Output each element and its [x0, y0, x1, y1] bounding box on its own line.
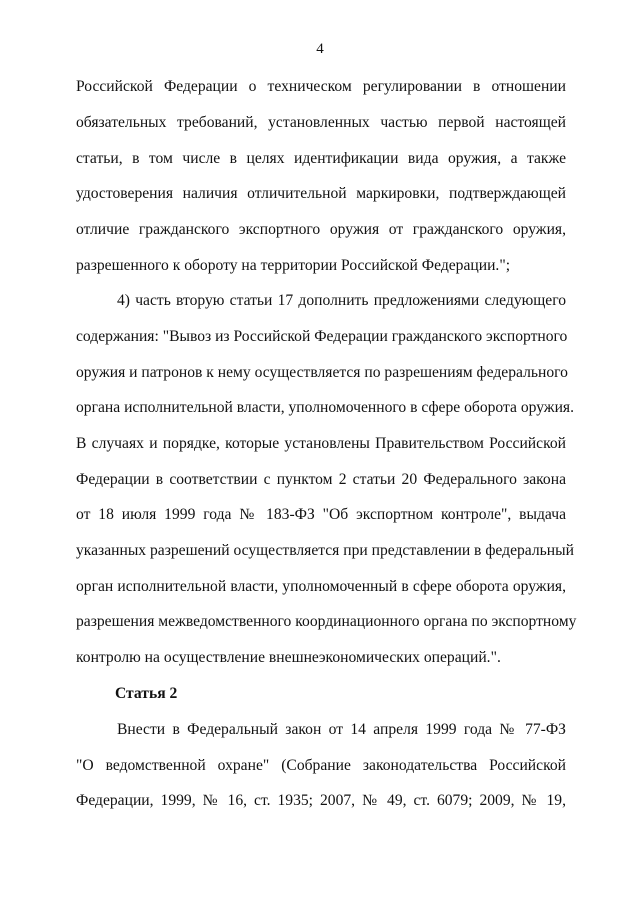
text-line: указанных разрешений осуществляется при представлении в федеральный [76, 542, 574, 559]
text-line: "О ведомственной охране" (Собрание законодательства Российской [76, 757, 566, 774]
text-line: В случаях и порядке, которые установлены Правительством Российской [76, 435, 566, 452]
text-line: оружия и патронов к нему осуществляется по разрешениям федерального [76, 364, 568, 381]
text-line: Федерации в соответствии с пунктом 2 статьи 20 Федерального закона [76, 471, 566, 488]
text-line: контролю на осуществление внешнеэкономических операций.". [76, 649, 501, 666]
text-line: от 18 июля 1999 года № 183-ФЗ "Об экспортном контроле", выдача [76, 506, 566, 523]
page-number: 4 [316, 41, 324, 57]
text-line: разрешения межведомственного координационного органа по экспортному [76, 613, 577, 630]
text-line: статьи, в том числе в целях идентификации вида оружия, а также [76, 150, 566, 167]
text-line: обязательных требований, установленных частью первой настоящей [76, 114, 566, 131]
article-heading: Статья 2 [115, 685, 178, 702]
text-line: Внести в Федеральный закон от 14 апреля 1999 года № 77-ФЗ [117, 721, 566, 738]
text-line: 4) часть вторую статьи 17 дополнить предложениями следующего [117, 292, 566, 309]
text-line: орган исполнительной власти, уполномоченный в сфере оборота оружия, [76, 578, 566, 595]
text-line: удостоверения наличия отличительной маркировки, подтверждающей [76, 185, 566, 202]
text-line: содержания: "Вывоз из Российской Федерации гражданского экспортного [76, 328, 568, 345]
text-line: Российской Федерации о техническом регулировании в отношении [76, 78, 566, 95]
text-line: разрешенного к обороту на территории Российской Федерации."; [76, 257, 511, 274]
text-line: органа исполнительной власти, уполномоченного в сфере оборота оружия. [76, 399, 575, 416]
text-line: Федерации, 1999, № 16, ст. 1935; 2007, № 49, ст. 6079; 2009, № 19, [76, 792, 566, 809]
text-line: отличие гражданского экспортного оружия от гражданского оружия, [76, 221, 566, 238]
